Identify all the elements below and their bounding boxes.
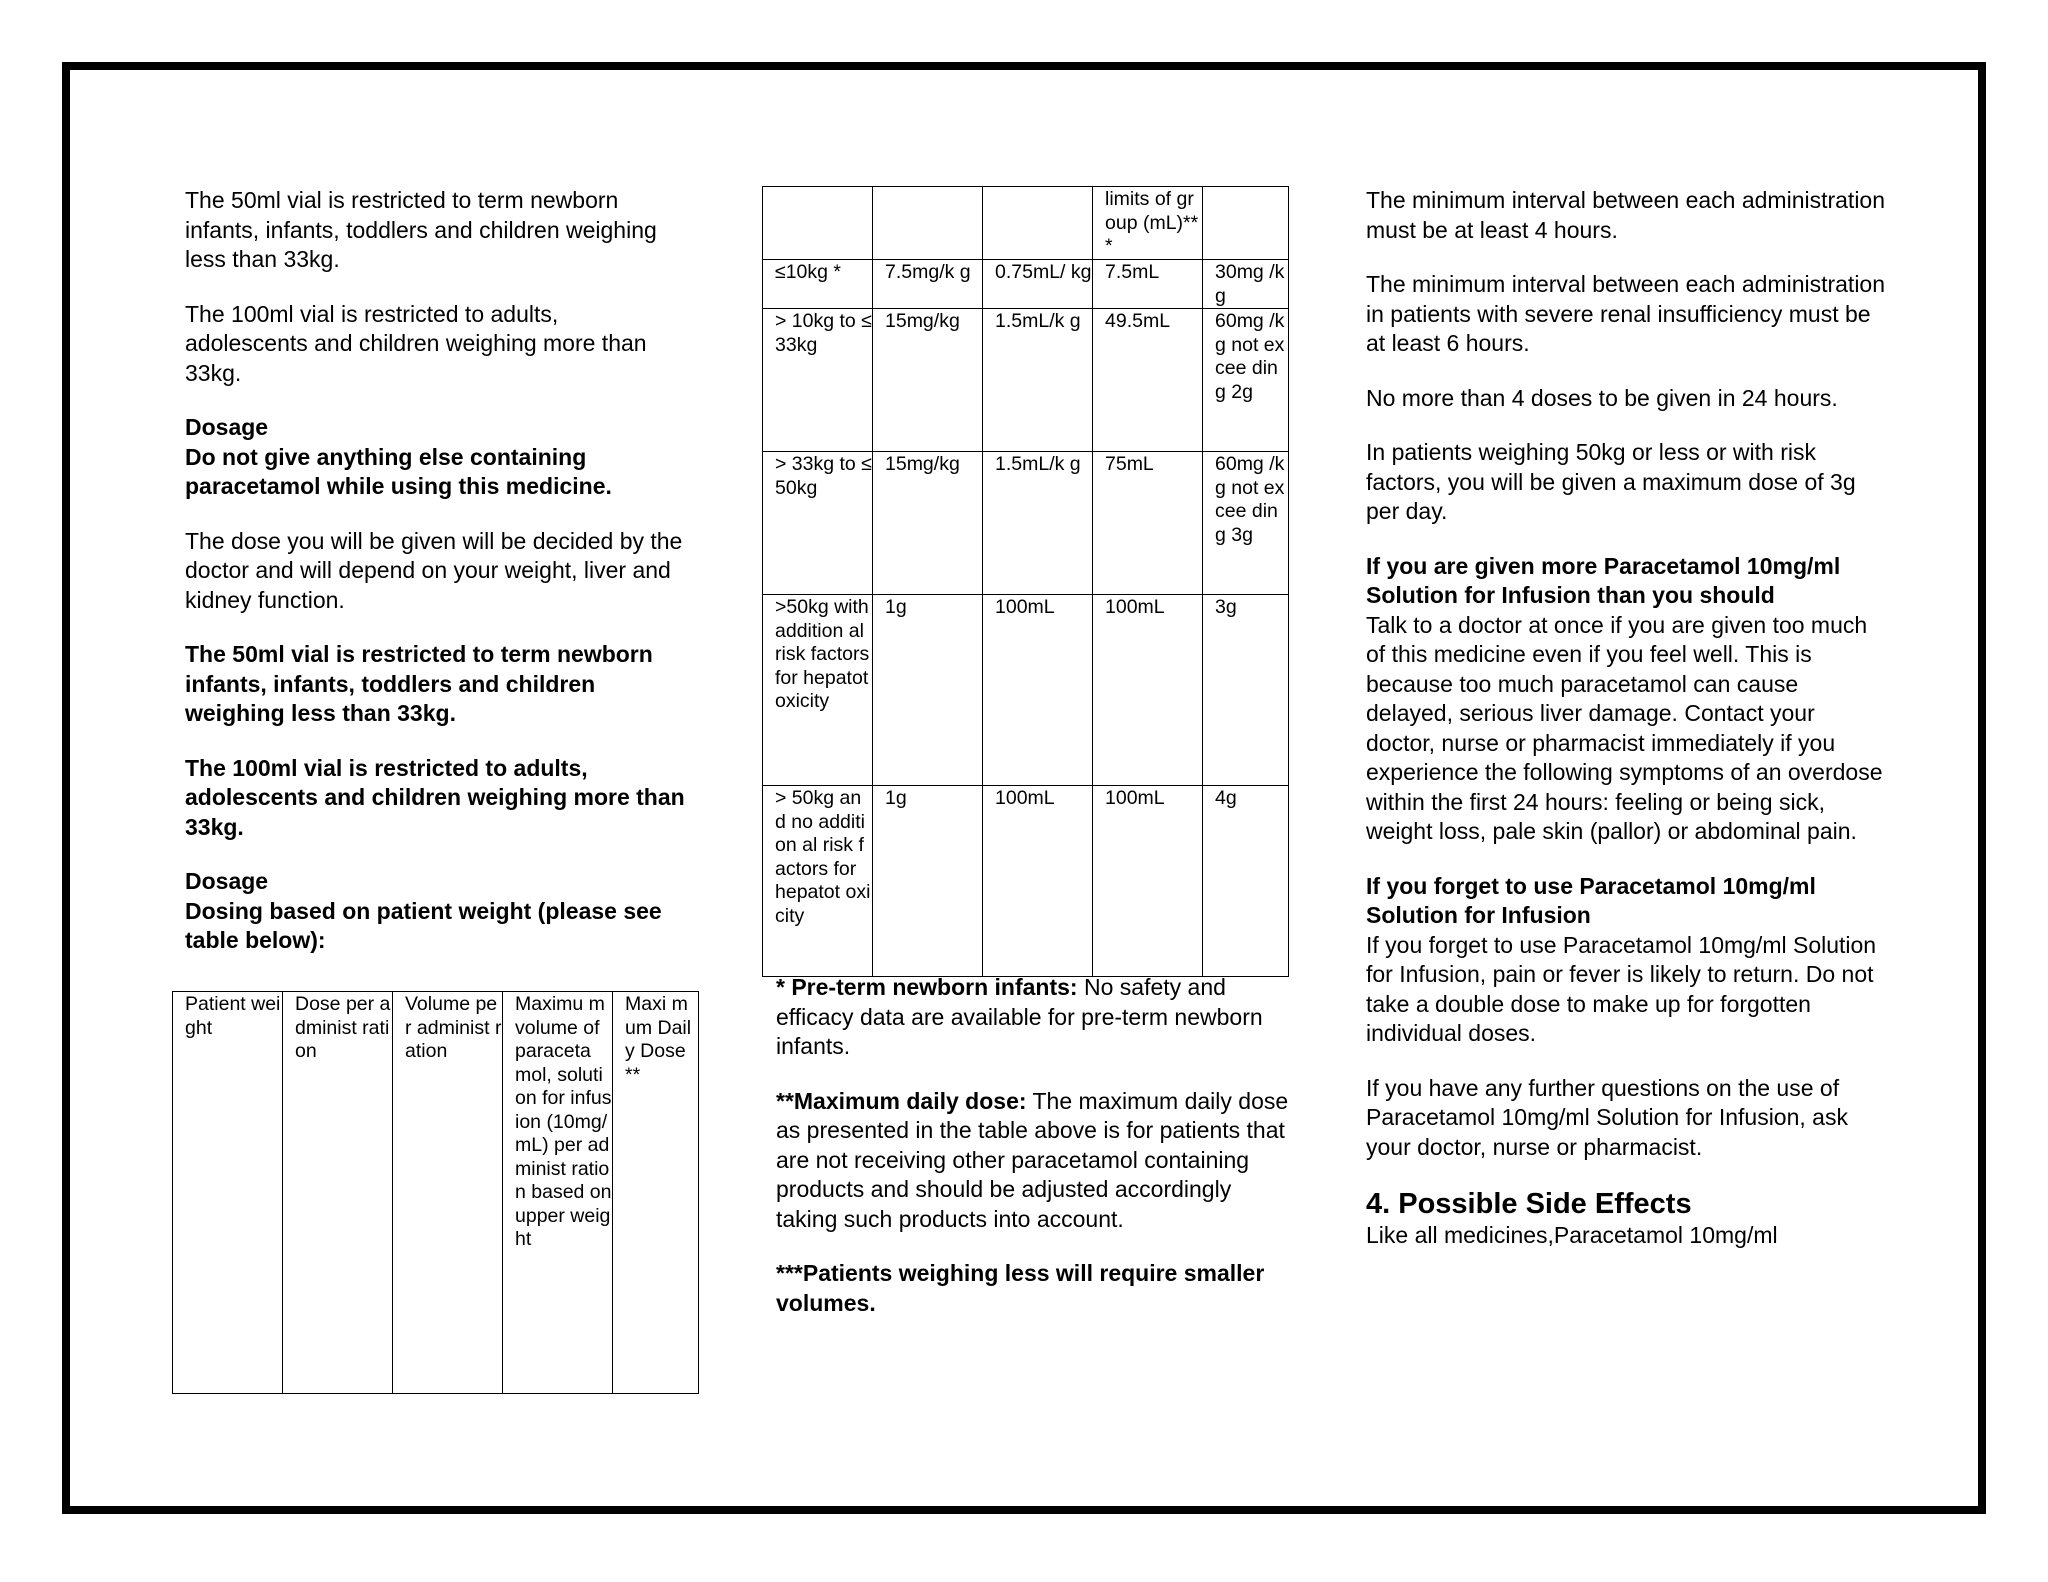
risk-factors-text: In patients weighing 50kg or less or with risk factors, you will be given a maximum dose of 3g per day. <box>1366 439 1856 524</box>
vial-50ml-bold-text: The 50ml vial is restricted to term newborn infants, infants, toddlers and children weighing less than 33kg. <box>185 641 653 726</box>
table-footnotes <box>776 973 1296 1343</box>
dosage-heading: Dosage <box>185 414 269 440</box>
dosing-intro: Dosing based on patient weight (please see table below): <box>185 897 662 953</box>
table-cell: 7.5mL <box>1093 260 1203 309</box>
table-cell: 3g <box>1203 595 1289 786</box>
table-cell: >50kg with addition al risk factors for hepatot oxicity <box>763 595 873 786</box>
column-right <box>1366 186 1886 1251</box>
footnote-max-daily-dose: **Maximum daily dose: The maximum daily dose as presented in the table above is for patients that are not receiving other paracetamol containing products and should be adjusted accordingly taking such products into account. <box>776 1087 1289 1232</box>
interval-text: The minimum interval between each administration must be at least 4 hours. <box>1366 187 1886 243</box>
table-cell: > 33kg to ≤50kg <box>763 452 873 595</box>
table-header-cell: Patient weight <box>173 992 283 1394</box>
dosing-table-header <box>172 991 699 1394</box>
footnote-smaller-volumes: ***Patients weighing less will require smaller volumes. <box>776 1260 1265 1316</box>
section-4-heading: 4. Possible Side Effects <box>1366 1188 1692 1220</box>
max-doses-text: No more than 4 doses to be given in 24 hours. <box>1366 384 1838 411</box>
section-4-text: Like all medicines,Paracetamol 10mg/ml <box>1366 1222 1778 1248</box>
table-row <box>173 992 699 1394</box>
forget-dose-text: If you forget to use Paracetamol 10mg/ml Solution for Infusion, pain or fever is likely to return. Do not take a double dose to make up for forgotten individual doses. <box>1366 931 1877 1046</box>
table-header-cell: Dose per administ ration <box>283 992 393 1394</box>
table-cell: 4g <box>1203 786 1289 977</box>
table-cell: 49.5mL <box>1093 309 1203 452</box>
table-cell: 1.5mL/k g <box>983 309 1093 452</box>
table-cell: 75mL <box>1093 452 1203 595</box>
table-cell: 100mL <box>983 595 1093 786</box>
table-row <box>763 786 1289 977</box>
dosing-table-continued <box>762 186 1289 977</box>
table-cell <box>763 187 873 260</box>
overdose-text: Talk to a doctor at once if you are given too much of this medicine even if you feel well. This is because too much paracetamol can cause delayed, serious liver damage. Contact your doctor, nurse or pharmacist immediately if you experience the following symptoms of an overdose within the first 24 hours: feeling or being sick, weight loss, pale skin (pallor) or abdominal pain. <box>1366 611 1883 844</box>
table-row <box>763 309 1289 452</box>
table-row <box>763 452 1289 595</box>
table-cell: 1.5mL/k g <box>983 452 1093 595</box>
vial-50ml-text: The 50ml vial is restricted to term newborn infants, infants, toddlers and children weighing less than 33kg. <box>185 187 657 272</box>
renal-interval-text: The minimum interval between each administration in patients with severe renal insufficiency must be at least 6 hours. <box>1366 271 1886 356</box>
table-header-cell: Volume per administ ration <box>393 992 503 1394</box>
table-cell: 7.5mg/k g <box>873 260 983 309</box>
paracetamol-warning: Do not give anything else containing paracetamol while using this medicine. <box>185 443 612 499</box>
table-cell: 100mL <box>1093 595 1203 786</box>
table-cell: 100mL <box>1093 786 1203 977</box>
further-questions-text: If you have any further questions on the use of Paracetamol 10mg/ml Solution for Infusion, ask your doctor, nurse or pharmacist. <box>1366 1074 1848 1160</box>
table-cell: > 50kg and no addition al risk factors for hepatot oxicity <box>763 786 873 977</box>
table-cell: 1g <box>873 786 983 977</box>
table-cell: 0.75mL/ kg <box>983 260 1093 309</box>
table-cell <box>873 187 983 260</box>
table-cell <box>1203 187 1289 260</box>
table-cell: 60mg /kg not excee ding 3g <box>1203 452 1289 595</box>
table-cell: limits of group (mL)*** <box>1093 187 1203 260</box>
table-cell: 60mg /kg not excee ding 2g <box>1203 309 1289 452</box>
table-cell: 30mg /kg <box>1203 260 1289 309</box>
table-cell: 100mL <box>983 786 1093 977</box>
vial-100ml-text: The 100ml vial is restricted to adults, adolescents and children weighing more than 33kg. <box>185 300 647 386</box>
table-cell: > 10kg to ≤33kg <box>763 309 873 452</box>
table-row <box>763 595 1289 786</box>
footnote-preterm: * Pre-term newborn infants: No safety and efficacy data are available for pre-term newborn infants. <box>776 974 1263 1059</box>
column-left <box>185 186 685 981</box>
dosage-heading-2: Dosage <box>185 868 269 894</box>
vial-100ml-bold-text: The 100ml vial is restricted to adults, adolescents and children weighing more than 33kg. <box>185 754 685 840</box>
forget-dose-heading: If you forget to use Paracetamol 10mg/ml Solution for Infusion <box>1366 872 1816 928</box>
table-row <box>763 187 1289 260</box>
table-cell: 15mg/kg <box>873 309 983 452</box>
table-cell <box>983 187 1093 260</box>
table-cell: ≤10kg * <box>763 260 873 309</box>
table-header-cell: Maxi mum Daily Dose ** <box>613 992 699 1394</box>
table-row <box>763 260 1289 309</box>
table-cell: 1g <box>873 595 983 786</box>
dose-decided-text: The dose you will be given will be decided by the doctor and will depend on your weight, liver and kidney function. <box>185 527 683 613</box>
table-header-cell: Maximu m volume of paraceta mol, solution for infusion (10mg/ mL) per administ ration based on upper weight <box>503 992 613 1394</box>
table-cell: 15mg/kg <box>873 452 983 595</box>
overdose-heading: If you are given more Paracetamol 10mg/ml Solution for Infusion than you should <box>1366 552 1841 608</box>
